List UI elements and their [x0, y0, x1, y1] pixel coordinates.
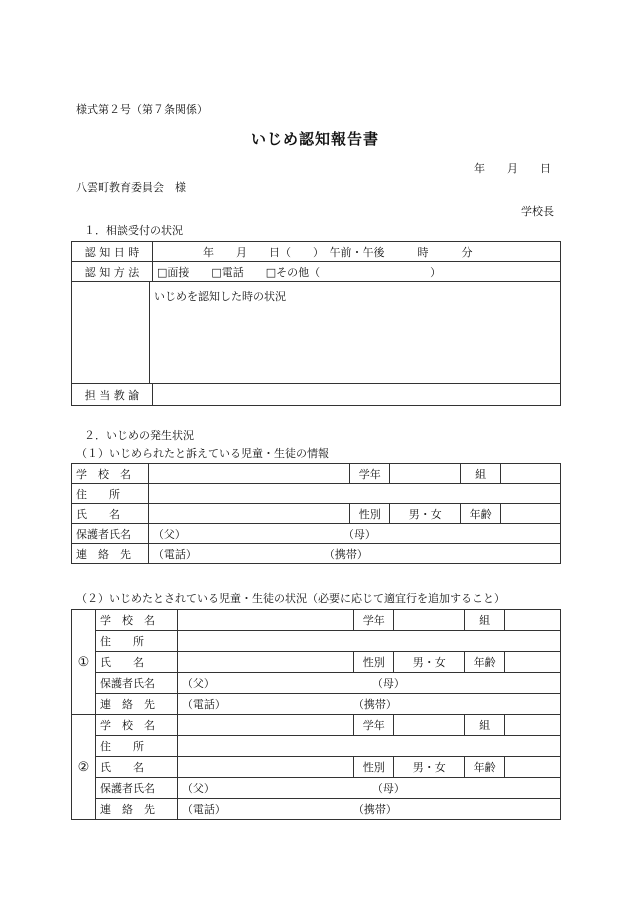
- principal-label: 学校長: [521, 205, 554, 218]
- gender-options: 男・女: [394, 757, 465, 778]
- mother-label: （母）: [371, 782, 405, 795]
- address-label: 住 所: [72, 484, 149, 504]
- school-name-label: 学 校 名: [95, 610, 177, 631]
- address-label: 住 所: [95, 631, 177, 652]
- gender-label: 性別: [354, 757, 394, 778]
- grade-label: 学年: [354, 715, 394, 736]
- phone-label: （電話）: [181, 698, 226, 711]
- sub2-heading: （２）いじめたとされている児童・生徒の状況（必要に応じて適宜行を追加すること）: [76, 592, 505, 605]
- form-number: 様式第２号（第７条関係）: [76, 103, 208, 116]
- class-label: 組: [461, 464, 501, 484]
- gender-options: 男・女: [390, 504, 461, 524]
- gender-label: 性別: [354, 652, 394, 673]
- school-name-label: 学 校 名: [95, 715, 177, 736]
- guardian-label: 保護者氏名: [95, 673, 177, 694]
- contact-label: 連 絡 先: [95, 799, 177, 820]
- age-label: 年齢: [465, 757, 505, 778]
- father-label: （父）: [181, 782, 215, 795]
- recognition-date-label: 認 知 日 時: [72, 242, 153, 262]
- class-label: 組: [465, 715, 505, 736]
- recognition-date-value: 年 月 日（ ） 午前・午後 時 分: [153, 242, 561, 262]
- age-label: 年齢: [465, 652, 505, 673]
- contact-label: 連 絡 先: [72, 544, 149, 564]
- marker-second: ②: [72, 715, 96, 820]
- mother-label: （母）: [371, 677, 405, 690]
- guardian-label: 保護者氏名: [72, 524, 149, 544]
- guardian-label: 保護者氏名: [95, 778, 177, 799]
- addressee: 八雲町教育委員会 様: [76, 181, 186, 194]
- method-options: □面接 □電話 □その他（ ）: [153, 262, 561, 282]
- offender-table: [71, 609, 561, 820]
- grade-label: 学年: [354, 610, 394, 631]
- teacher-label: 担 当 教 諭: [72, 384, 153, 406]
- gender-label: 性別: [350, 504, 390, 524]
- name-label: 氏 名: [72, 504, 149, 524]
- victim-table: [71, 463, 561, 564]
- sub1-heading: （１）いじめられたと訴えている児童・生徒の情報: [76, 447, 329, 460]
- school-name-label: 学 校 名: [72, 464, 149, 484]
- mobile-label: （携帯）: [352, 803, 397, 816]
- section2-heading: ２．いじめの発生状況: [84, 429, 194, 442]
- name-label: 氏 名: [95, 757, 177, 778]
- age-label: 年齢: [461, 504, 501, 524]
- contact-label: 連 絡 先: [95, 694, 177, 715]
- address-label: 住 所: [95, 736, 177, 757]
- date-line: 年 月 日: [474, 162, 551, 175]
- mobile-label: （携帯）: [323, 547, 368, 561]
- father-label: （父）: [152, 527, 186, 541]
- name-label: 氏 名: [95, 652, 177, 673]
- class-label: 組: [465, 610, 505, 631]
- marker-first: ①: [72, 610, 96, 715]
- teacher-value[interactable]: [153, 384, 561, 406]
- phone-label: （電話）: [152, 547, 197, 561]
- section1-heading: １．相談受付の状況: [84, 224, 183, 237]
- phone-label: （電話）: [181, 803, 226, 816]
- mobile-label: （携帯）: [352, 698, 397, 711]
- father-label: （父）: [181, 677, 215, 690]
- mother-label: （母）: [342, 527, 376, 541]
- situation-text: いじめを認知した時の状況: [154, 290, 286, 303]
- reception-table: [71, 241, 561, 406]
- gender-options: 男・女: [394, 652, 465, 673]
- grade-label: 学年: [350, 464, 390, 484]
- method-label: 認 知 方 法: [72, 262, 153, 282]
- page-title: いじめ認知報告書: [250, 130, 379, 148]
